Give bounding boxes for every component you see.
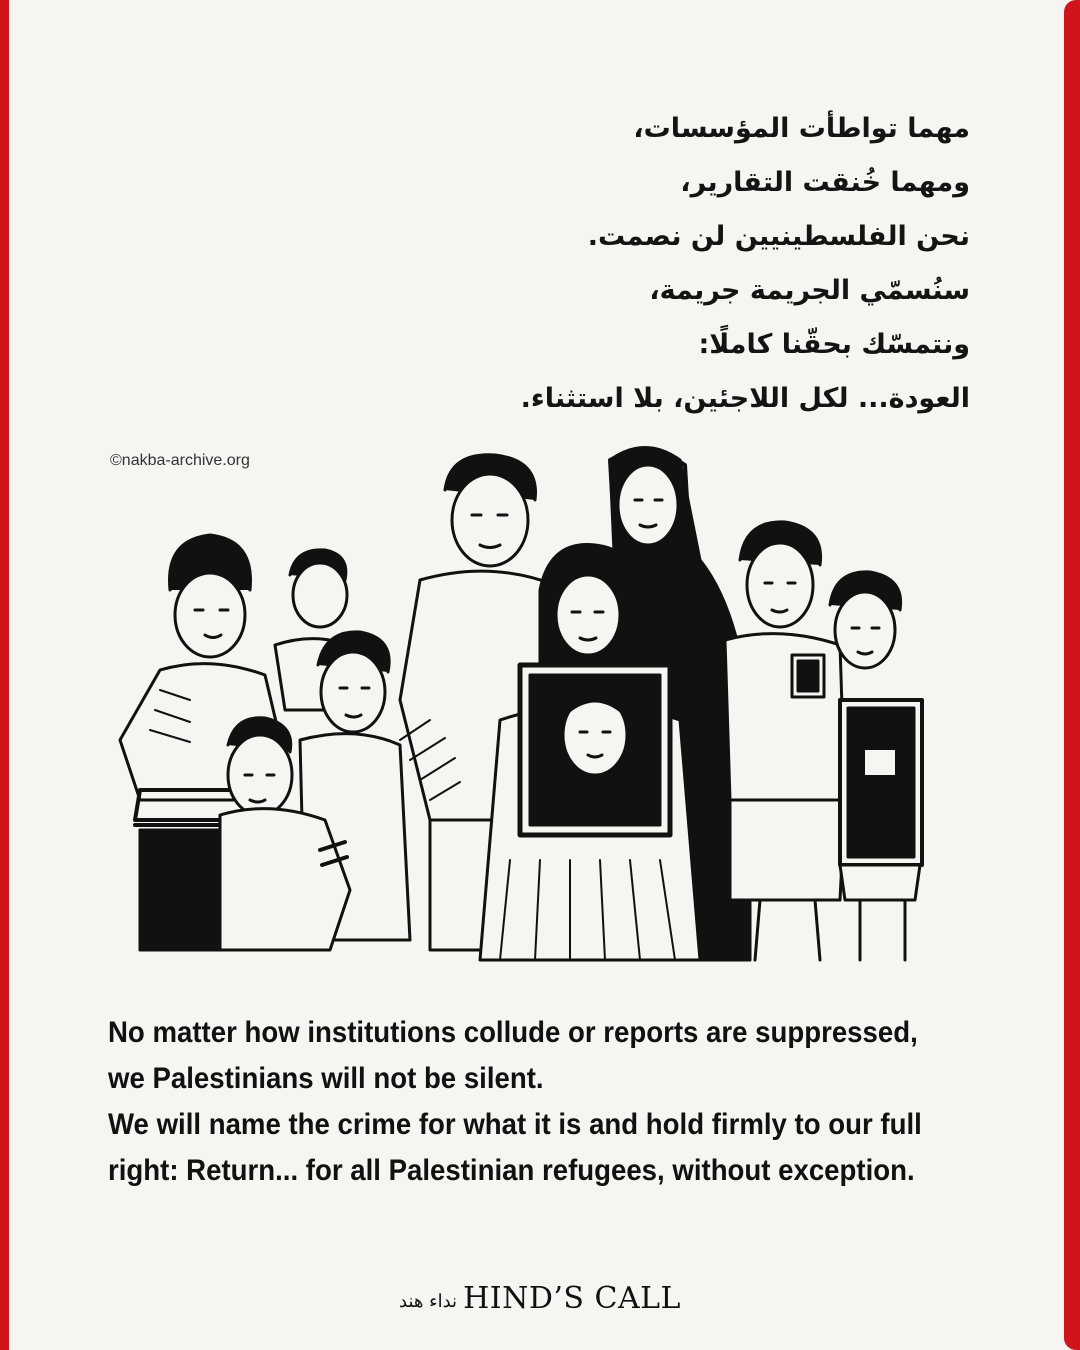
arabic-line-4: سنُسمّي الجريمة جريمة، bbox=[649, 275, 970, 306]
image-credit: ©nakba-archive.org bbox=[110, 452, 250, 469]
arabic-line-6: العودة... لكل اللاجئين، بلا استثناء. bbox=[520, 383, 970, 414]
arabic-line-2: ومهما خُنقت التقارير، bbox=[680, 167, 970, 198]
arabic-statement bbox=[270, 102, 970, 426]
english-line-2: we Palestinians will not be silent. bbox=[108, 1062, 544, 1095]
english-line-1: No matter how institutions collude or reports are suppressed, bbox=[108, 1016, 918, 1049]
arabic-line-3: نحن الفلسطينيين لن نصمت. bbox=[587, 221, 970, 252]
arabic-line-5: ونتمسّك بحقّنا كاملًا: bbox=[698, 329, 970, 360]
family-illustration bbox=[100, 440, 950, 980]
logo-arabic-calligraphy: نداء هند bbox=[399, 1291, 458, 1312]
english-statement bbox=[108, 1010, 936, 1194]
footer-logo bbox=[0, 1268, 1080, 1328]
english-line-3: We will name the crime for what it is and hold firmly to our full bbox=[108, 1108, 922, 1141]
left-red-border bbox=[0, 0, 9, 1350]
logo-wordmark: HIND’S CALL bbox=[463, 1280, 681, 1316]
english-line-4: right: Return... for all Palestinian refugees, without exception. bbox=[108, 1154, 915, 1187]
right-red-border bbox=[1064, 0, 1080, 1350]
arabic-line-1: مهما تواطأت المؤسسات، bbox=[633, 113, 970, 144]
